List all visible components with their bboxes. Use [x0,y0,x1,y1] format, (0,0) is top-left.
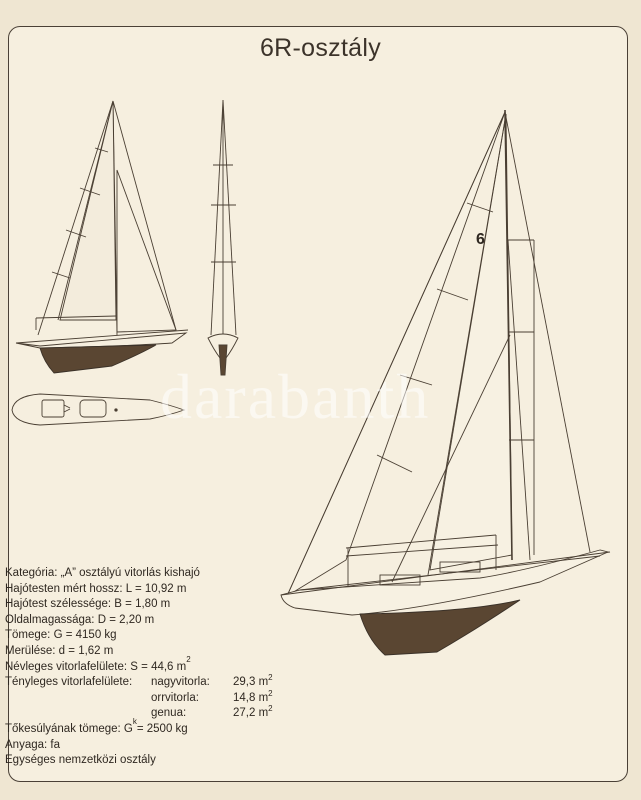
sail-name: nagyvitorla: [151,676,210,689]
sail-value: 29,3 $m^2$ [233,673,273,689]
spec-draft: Merülése: d = 1,62 m [5,644,114,657]
deck-plan-drawing [12,394,184,425]
sail-number: 6 [476,231,485,248]
spec-nominal-sail-area: Névleges vitorlafelülete: S = 44,6 m 2 [5,660,405,676]
spec-weight: Tömege: G = 4150 kg [5,629,117,642]
sail-table [151,675,293,722]
spec-depth: Oldalmagassága: D = 2,20 m [5,613,155,626]
sail-name: orrvitorla: [151,691,199,704]
specifications [5,566,405,769]
front-view-drawing [208,100,238,375]
spec-actual-sail-area [5,673,405,720]
spec-length: Hajótesten mért hossz: L = 10,92 m [5,582,187,595]
sail-value: 27,2 $m^2$ [233,704,273,720]
spec-material: Anyaga: fa [5,738,60,751]
watermark: darabanth [160,361,431,432]
sail-row [151,706,293,722]
sail-value: 14,8 $m^2$ [233,688,273,704]
nominal-sail-area-text: Névleges vitorlafelülete: S = 44,6 m [5,660,187,673]
spec-kategoria: Kategória: „A” osztályú vitorlás kishajó [5,567,200,579]
actual-sail-area-label: Tényleges vitorlafelülete: [5,676,133,689]
sail-name: genua: [151,707,187,720]
spec-class: Egységes nemzetközi osztály [5,754,156,767]
spec-keel-weight: Tőkesúlyának tömege: G k = 2500 kg [5,716,188,735]
page-title: 6R-osztály [259,34,382,62]
spec-beam: Hajótest szélessége: B = 1,80 m [5,598,171,611]
side-profile-drawing [16,101,188,373]
